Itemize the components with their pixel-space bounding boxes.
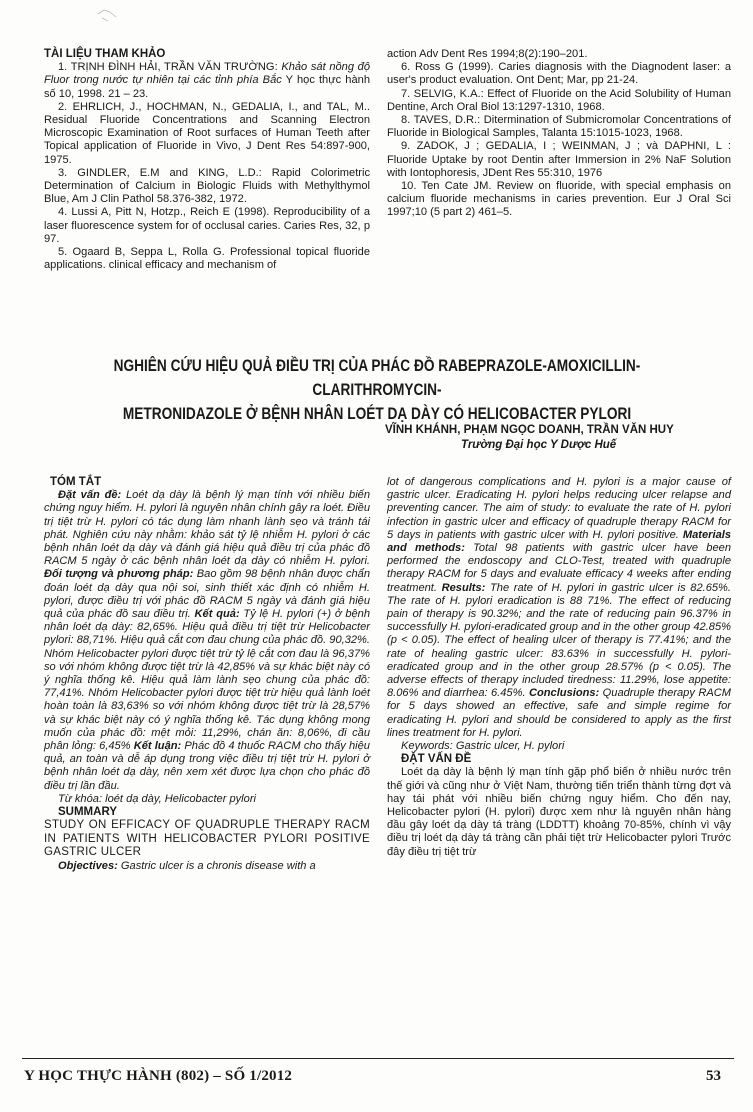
page-number: 53	[706, 1068, 721, 1084]
summary-objectives-start: Objectives: Gastric ulcer is a chronis disease with a	[58, 859, 316, 872]
reference-2: 2. EHRLICH, J., HOCHMAN, N., GEDALIA, I., and TAL, M.. Residual Fluoride Concentrations and Scanning Electron Microscopic Examination of Root surfaces of Human Teeth after Topical application of Fluoride in Vivo, J Dent Res 54:897-900, 1975.	[44, 100, 370, 166]
introduction-text: Loét dạ dày là bệnh lý mạn tính gặp phổ biến ở nhiều nước trên thế giới và cũng như ở Việt Nam, thường tiến triển thành từng đợt và hay tái phát với nhiều biến chứng nguy hiểm. Cho đến nay, Helicobacter pylori (H. pylori) được xem như là nguyên nhân hàng đầu gây loét dạ dày tá tràng (LDDTT) khoảng 70-85%, chính vì vậy điều trị loét dạ dày tá tràng cần phải tiệt trừ Helicobacter pylori Trước đây điều trị tiệt trừ	[387, 766, 731, 858]
reference-6: 6. Ross G (1999). Caries diagnosis with the Diagnodent laser: a user's product evaluation. Ont Dent; Mar, pp 21-24.	[387, 61, 731, 87]
reference-4: 4. Lussi A, Pitt N, Hotzp., Reich E (1998). Reproducibility of a laser fluorescence system for of occlusal caries. Caries Res, 32, p 97.	[44, 206, 370, 245]
summary-objectives-text: Gastric ulcer is a chronis disease with a	[117, 859, 316, 872]
keywords-vietnamese: Từ khóa: loét dạ dày, Helicobacter pylori	[58, 792, 256, 805]
references-left-column	[44, 48, 370, 272]
keywords-english: Keywords: Gastric ulcer, H. pylori	[401, 740, 565, 753]
author-affiliation: Trường Đại học Y Dược Huế	[461, 439, 617, 451]
author-block	[385, 423, 735, 453]
body-left-column	[44, 476, 370, 873]
author-names: VĨNH KHÁNH, PHẠM NGỌC DOANH, TRẦN VĂN HUY	[385, 424, 674, 436]
article-title	[79, 354, 675, 426]
article-title-line-2: METRONIDAZOLE Ở BỆNH NHÂN LOÉT DẠ DÀY CÓ HELICOBACTER PYLORI	[122, 405, 632, 423]
reference-3: 3. GINDLER, E.M and KING, L.D.: Rapid Colorimetric Determination of Calcium in Biologic Fluids with Methylthymol Blue, Am J Clin Pathol 58.376-382, 1972.	[44, 166, 370, 206]
scan-artifact-mark	[96, 8, 118, 24]
reference-9: 9. ZADOK, J ; GEDALIA, I ; WEINMAN, J ; và DAPHNI, L : Fluoride Uptake by root Dentin after Immersion in 2% NaF Solution with Iontophoresis, JDent Res 55:310, 1976	[387, 140, 731, 179]
summary-objectives-continued: lot of dangerous complications and H. pylori is a major cause of gastric ulcer. Eradicating H. pylori helps reducing ulcer relapse and preventing cancer. The aim of study: to evaluate the rate of H. pylori infection in gastric ulcer and efficacy of quadruple therapy RACM for 5 days in patients with gastric ulcer with H. pylori positive.	[387, 476, 731, 541]
summary-english: lot of dangerous complications and H. pylori is a major cause of gastric ulcer. Eradicating H. pylori helps reducing ulcer relapse and preventing cancer. The aim of study: to evaluate the rate of H. pylori infection in gastric ulcer and efficacy of quadruple therapy RACM for 5 days in patients with gastric ulcer with H. pylori positive. Materials and methods: Total 98 patients with gastric ulcer have been performed the endoscopy and CLO-Test, treated with quadruple therapy RACM for 5 days and evaluate efficacy 4 weeks after ending treatment. Results: The rate of H. pylori in gastric ulcer is 82.65%. The rate of H. pylori eradication is 88 71%. The effect of reducing pain of therapy is 90.32%; and the rate of reducing pain 96.37% in successfully H. pylori-eradicated group and in the other group 42.85% (p < 0.05). The effect of healing ulcer of therapy is 77.41%; and the rate of healing gastric ulcer: 83.63% in successfully H. pylori-eradicated group and in the other group 28.57% (p < 0.05). The adverse effects of therapy included tiredness: 11.29%, lose appetite: 8.06% and diarrhea: 6.45%. Conclusions: Quadruple therapy RACM for 5 days showed an effective, safe and simple regime for eradicating H. pylori and should be considered to apply as the first lines treatment for H. pylori.	[387, 476, 731, 739]
abstract-vietnamese: Đặt vấn đề: Loét dạ dày là bệnh lý mạn tính với nhiều biến chứng nguy hiểm. H. pylori là nguyên nhân chính gây ra loét. Điều trị tiệt trừ H. pylori có tác dụng làm nhanh lành sẹo và tránh tái phát. Nghiên cứu này nhằm: khảo sát tỷ lệ nhiễm H. pylori ở các bệnh nhân loét dạ dày và đánh giá hiệu quả điều trị của phác đồ RACM 5 ngày ở các bệnh nhân loét dạ dày có nhiễm H. pylori. Đối tượng và phương pháp: Bao gồm 98 bệnh nhân được chẩn đoán loét dạ dày qua nội soi, sinh thiết xác định có nhiễm H. pylori, được điều trị với phác đồ RACM 5 ngày và đánh giá hiệu quả của phác đồ sau điều trị. Kết quả: Tỷ lệ H. pylori (+) ở bệnh nhân loét dạ dày: 82,65%. Hiệu quả điều trị tiệt trừ Helicobacter pylori: 88,71%. Hiệu quả cắt cơn đau chung của phác đồ. 90,32%. Nhóm Helicobacter pylori được tiệt trừ tỷ lệ cắt cơn đau là 96,37% so với nhóm không được tiệt trừ là 42,85% và sự khác biệt này có ý nghĩa thống kê. Hiệu quả làm lành sẹo chung của phác đồ: 77,41%. Nhóm Helicobacter pylori được tiệt trừ hiệu quả lành loét hoàn toàn là 83,63% so với nhóm không được tiệt trừ là 28,57% và sự khác biệt này có ý nghĩa thống kê. Tác dụng không mong muốn của phác đồ: mệt mỏi: 11,29%, chán ăn: 8,06%, đi cầu phân lỏng: 6,45% Kết luận: Phác đồ 4 thuốc RACM cho thấy hiệu quả, an toàn và dễ áp dụng trong việc điều trị tiệt trừ H. pylori ở bệnh nhân loét dạ dày, nên xem xét được lựa chọn cho phác đồ điều trị lần đầu.	[44, 489, 371, 792]
references-right-column	[387, 48, 731, 220]
introduction-heading: ĐẶT VẤN ĐỀ	[401, 753, 472, 766]
summary-heading: SUMMARY	[58, 806, 117, 819]
reference-5: 5. Ogaard B, Seppa L, Rolla G. Professional topical fluoride applications. clinical efficacy and mechanism of	[44, 246, 370, 272]
body-right-column	[387, 476, 731, 859]
reference-1: 1. TRỊNH ĐÌNH HẢI, TRẦN VĂN TRƯỜNG: Khảo sát nồng độ Fluor trong nước tự nhiên tại các tỉnh phía Bắc Y học thực hành số 10, 1998. 21 – 23.	[44, 61, 370, 100]
references-heading: TÀI LIỆU THAM KHẢO	[44, 48, 166, 60]
journal-footer: Y HỌC THỰC HÀNH (802) – SỐ 1/2012	[24, 1068, 293, 1084]
reference-8: 8. TAVES, D.R.: Ditermination of Submicromolar Concentrations of Fluoride in Biological Samples, Talanta 15:1015-1023, 1968.	[387, 114, 731, 140]
reference-10: 10. Ten Cate JM. Review on fluoride, with special emphasis on calcium fluoride mechanisms in caries prevention. Eur J Oral Sci 1997;10 (5 part 2) 461–5.	[387, 180, 731, 219]
article-title-line-1: NGHIÊN CỨU HIỆU QUẢ ĐIỀU TRỊ CỦA PHÁC ĐỒ RABEPRAZOLE-AMOXICILLIN-CLARITHROMYCIN-	[113, 357, 641, 399]
summary-title: STUDY ON EFFICACY OF QUADRUPLE THERAPY RACM IN PATIENTS WITH HELICOBACTER PYLORI POSITIVE GASTRIC ULCER	[44, 819, 370, 859]
reference-5-continued: action Adv Dent Res 1994;8(2):190–201.	[387, 48, 588, 60]
footer-divider	[22, 1058, 734, 1059]
reference-7: 7. SELVIG, K.A.: Effect of Fluoride on the Acid Solubility of Human Dentine, Arch Oral Biol 13:1297-1310, 1968.	[387, 87, 731, 113]
abstract-heading: TÓM TẮT	[50, 476, 102, 488]
